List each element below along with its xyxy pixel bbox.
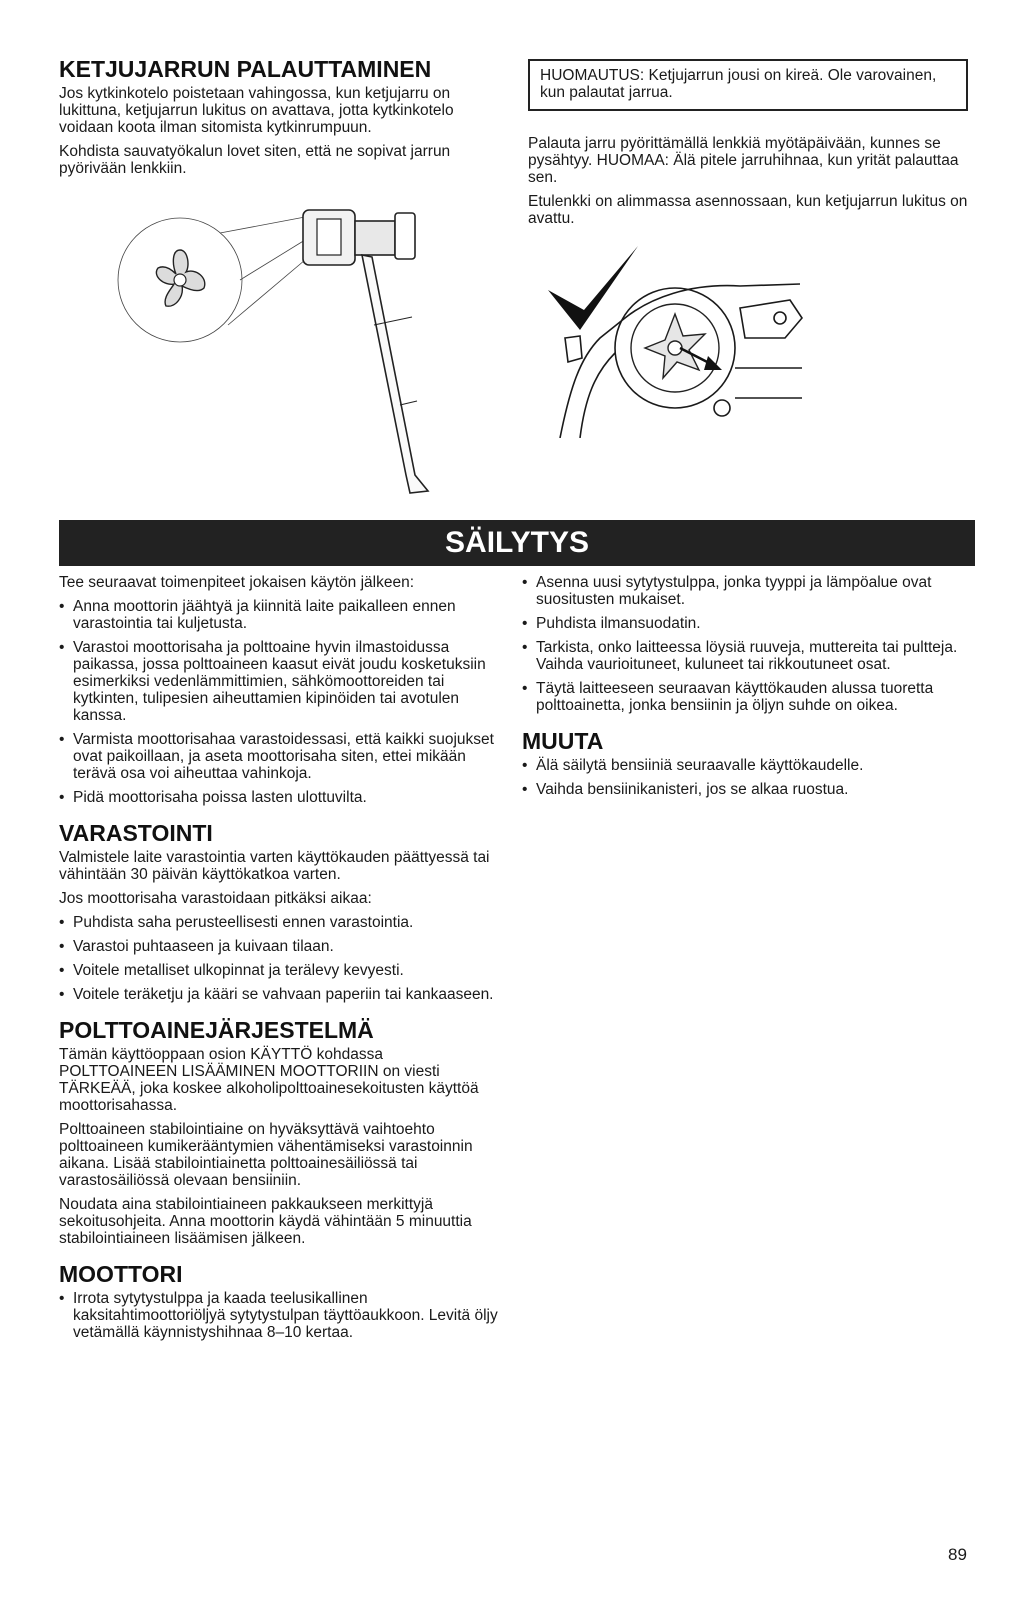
fuel-system-heading: POLTTOAINEJÄRJESTELMÄ <box>59 1017 374 1043</box>
brake-assembly-illustration <box>540 238 810 438</box>
storage-intro: Tee seuraavat toimenpiteet jokaisen käytön jälkeen: <box>59 574 414 591</box>
other-heading: MUUTA <box>522 728 604 754</box>
fuel-system-paragraph-2: Polttoaineen stabilointiaine on hyväksyttävä vaihtoehto polttoaineen kumikerääntymien vähentämiseksi varastoinnin aikana. Lisää stabilointiainetta polttoainesäiliössä tai varastosäiliössä olevaan bensiiniin. <box>59 1121 473 1189</box>
warehousing-heading: VARASTOINTI <box>59 820 213 846</box>
list-item: • Varastoi moottorisaha ja polttoaine hyvin ilmastoidussa paikassa, jossa polttoaineen kaasut eivät joudu kosketuksiin esimerkiksi vedenlämmittimien, sähkömoottoreiden tai kytkinten, tulipesien aiheuttamien kipinöiden tai avotulen kanssa. <box>59 639 504 724</box>
list-item: • Älä säilytä bensiiniä seuraavalle käyttökaudelle. <box>522 757 967 774</box>
brake-reset-paragraph-2: Etulenkki on alimmassa asennossaan, kun ketjujarrun lukitus on avattu. <box>528 193 968 227</box>
other-bullet-list <box>522 757 967 798</box>
list-item: • Voitele metalliset ulkopinnat ja terälevy kevyesti. <box>59 962 504 979</box>
list-item: • Täytä laitteeseen seuraavan käyttökauden alussa tuoretta polttoainetta, jonka bensiinin ja öljyn suhde on oikea. <box>522 680 967 714</box>
brake-rotor-icon <box>156 250 204 306</box>
list-item: • Voitele teräketju ja kääri se vahvaan paperiin tai kankaaseen. <box>59 986 504 1003</box>
engine-bullet-list <box>59 1290 504 1341</box>
warehousing-paragraph-2: Jos moottorisaha varastoidaan pitkäksi aikaa: <box>59 890 372 907</box>
storage-right-column <box>522 574 967 805</box>
brake-reset-paragraph-1: Palauta jarru pyörittämällä lenkkiä myötäpäivään, kunnes se pysähtyy. HUOMAA: Älä pitele jarruhihnaa, kun yrität palauttaa sen. <box>528 135 959 186</box>
list-item: • Tarkista, onko laitteessa löysiä ruuveja, muttereita tai pultteja. Vaihda vaurioituneet, kuluneet tai rikkoutuneet osat. <box>522 639 967 673</box>
warehousing-paragraph-1: Valmistele laite varastointia varten käyttökauden päättyessä tai vähintään 30 päivän käyttökatkoa varten. <box>59 849 490 883</box>
storage-bullet-list-left <box>59 598 504 806</box>
chain-brake-section <box>59 56 499 184</box>
list-item: • Anna moottorin jäähtyä ja kiinnitä laite paikalleen ennen varastointia tai kuljetusta. <box>59 598 504 632</box>
brake-reset-instructions <box>528 135 968 234</box>
storage-banner: SÄILYTYS <box>59 520 975 566</box>
list-item: • Pidä moottorisaha poissa lasten ulottuvilta. <box>59 789 504 806</box>
engine-heading: MOOTTORI <box>59 1261 183 1287</box>
list-item: • Puhdista saha perusteellisesti ennen varastointia. <box>59 914 504 931</box>
brake-rotor-icon <box>631 304 719 392</box>
chain-brake-paragraph-2: Kohdista sauvatyökalun lovet siten, että ne sopivat jarrun pyörivään lenkkiin. <box>59 143 451 177</box>
page-number: 89 <box>948 1545 967 1564</box>
chain-brake-paragraph-1: Jos kytkinkotelo poistetaan vahingossa, kun ketjujarru on lukittuna, ketjujarrun lukitus on avattava, jotta kytkinkotelo voidaan koota ilman sitomista kytkinrumpuun. <box>59 85 454 136</box>
list-item: • Varmista moottorisahaa varastoidessasi, että kaikki suojukset ovat paikoillaan, ja aseta moottorisaha siten, ettei mikään terävä osa voi aiheuttaa vahinkoja. <box>59 731 504 782</box>
list-item: • Varastoi puhtaaseen ja kuivaan tilaan. <box>59 938 504 955</box>
warehousing-bullet-list <box>59 914 504 1003</box>
list-item: • Asenna uusi sytytystulppa, jonka tyyppi ja lämpöalue ovat suositusten mukaiset. <box>522 574 967 608</box>
list-item: • Puhdista ilmansuodatin. <box>522 615 967 632</box>
list-item: • Vaihda bensiinikanisteri, jos se alkaa ruostua. <box>522 781 967 798</box>
spring-warning-note: HUOMAUTUS: Ketjujarrun jousi on kireä. Ole varovainen, kun palautat jarrua. <box>528 59 968 111</box>
wrench-illustration <box>110 205 440 500</box>
chain-brake-heading: KETJUJARRUN PALAUTTAMINEN <box>59 56 432 82</box>
storage-left-column <box>59 574 504 1348</box>
storage-bullet-list-right <box>522 574 967 714</box>
fuel-system-paragraph-3: Noudata aina stabilointiaineen pakkaukseen merkittyjä sekoitusohjeita. Anna moottorin käydä vähintään 5 minuuttia stabilointiaineen lisäämisen jälkeen. <box>59 1196 472 1247</box>
wrench-tool-icon <box>303 210 428 493</box>
fuel-system-paragraph-1: Tämän käyttöoppaan osion KÄYTTÖ kohdassa POLTTOAINEEN LISÄÄMINEN MOOTTORIIN on viesti TÄRKEÄÄ, joka koskee alkoholipolttoainesekoitusten käyttöä moottorisahassa. <box>59 1046 479 1114</box>
list-item: • Irrota sytytystulppa ja kaada teelusikallinen kaksitahtimoottoriöljyä sytytystulpan täyttöaukkoon. Levitä öljy vetämällä käynnistyshihnaa 8–10 kertaa. <box>59 1290 504 1341</box>
